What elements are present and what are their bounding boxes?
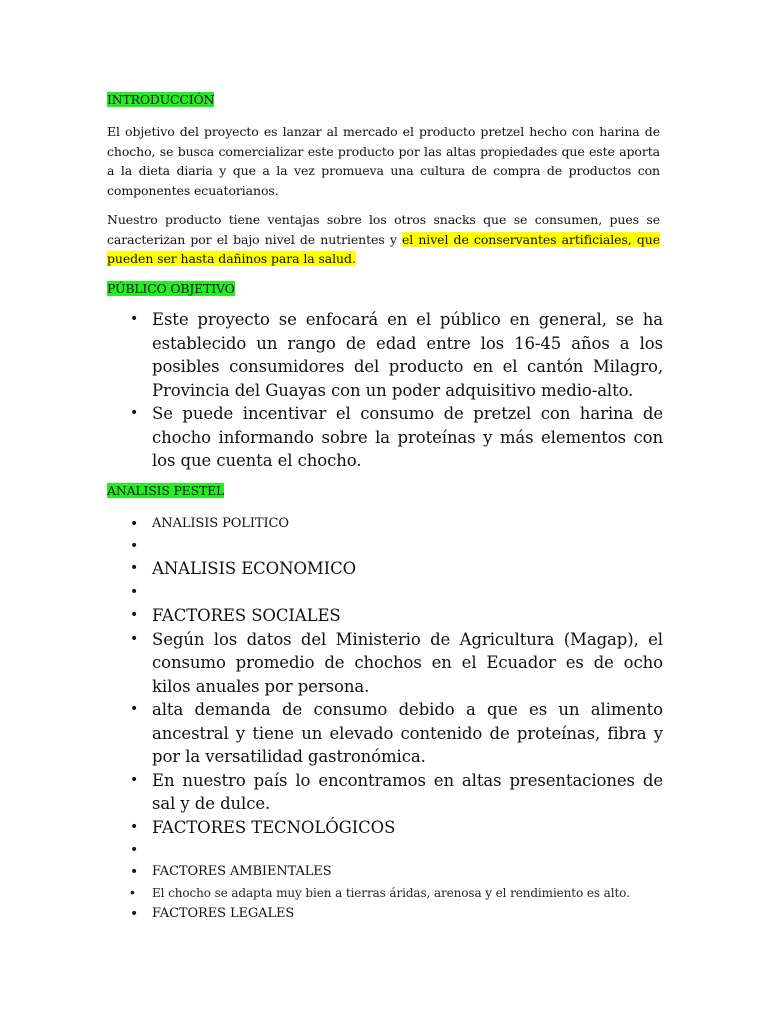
list-item: • Este proyecto se enfocará en el público en general, se ha establecido un rango de edad entre los 16-45 años a los posibles consumidores del producto en el cantón Milagro, Provincia del Guayas con un poder adquisitivo medio-alto. [130, 310, 663, 400]
bullet-icon: • [130, 311, 139, 327]
publico-list [107, 308, 663, 473]
list-item: • Según los datos del Ministerio de Agricultura (Magap), el consumo promedio de chochos en el Ecuador es de ocho kilos anuales por persona. [130, 629, 663, 696]
list-item-empty [107, 535, 663, 557]
list-item-politico: • ANALISIS POLITICO [107, 513, 663, 535]
list-item-empty [107, 839, 663, 861]
list-item-sociales: • FACTORES SOCIALES [107, 604, 663, 628]
intro-paragraph-2 [107, 210, 660, 269]
bullet-icon: • [130, 538, 139, 554]
bullet-icon: • [130, 885, 135, 901]
bullet-icon: • [130, 630, 139, 647]
publico-heading-text: PÚBLICO OBJETIVO [107, 281, 235, 296]
list-item-ambientales: • FACTORES AMBIENTALES [107, 861, 663, 883]
bullet-icon: • [130, 864, 139, 880]
bullet-icon: • [130, 842, 139, 858]
intro-paragraph-2-text: Nuestro producto tiene ventajas sobre los otros snacks que se consumen, pues se caracterizan por el bajo nivel de nutrientes y [107, 212, 660, 247]
bullet-icon: • [130, 516, 139, 532]
list-item-legales: • FACTORES LEGALES [107, 903, 663, 925]
bullet-icon: • [130, 906, 139, 922]
list-item: • El chocho se adapta muy bien a tierras áridas, arenosa y el rendimiento es alto. [130, 885, 630, 901]
list-item: • Se puede incentivar el consumo de pretzel con harina de chocho informando sobre la proteínas y más elementos con los que cuenta el chocho. [130, 404, 663, 470]
bullet-icon: • [130, 818, 139, 835]
publico-heading [107, 281, 235, 297]
list-item-economico: • ANALISIS ECONOMICO [107, 557, 663, 581]
bullet-icon: • [130, 607, 139, 623]
intro-heading [107, 92, 214, 108]
intro-heading-text: INTRODUCCIÓN [107, 92, 215, 107]
list-item-tecnologicos: • FACTORES TECNOLÓGICOS [107, 816, 663, 840]
pestel-list [107, 513, 663, 925]
bullet-icon: • [130, 560, 139, 576]
intro-paragraph-1: El objetivo del proyecto es lanzar al mercado el producto pretzel hecho con harina de chocho, se busca comercializar este producto por las altas propiedades que este aporta a la dieta diaria y que a la vez promueva una cultura de compra de productos con componentes ecuatorianos. [107, 124, 660, 198]
bullet-icon: • [130, 583, 139, 600]
bullet-icon: • [130, 701, 139, 717]
bullet-icon: • [130, 771, 139, 788]
bullet-icon: • [130, 405, 139, 421]
pestel-heading [107, 483, 224, 499]
list-item-empty [107, 581, 663, 605]
list-item: • En nuestro país lo encontramos en altas presentaciones de sal y de dulce. [130, 770, 663, 813]
list-item: • alta demanda de consumo debido a que es un alimento ancestral y tiene un elevado contenido de proteínas, fibra y por la versatilidad gastronómica. [130, 700, 663, 766]
intro-paragraph-2-highlight: el nivel de conservantes artificiales, que pueden ser hasta dañinos para la salud. [107, 231, 660, 266]
pestel-heading-text: ANALISIS PESTEL [107, 483, 225, 498]
